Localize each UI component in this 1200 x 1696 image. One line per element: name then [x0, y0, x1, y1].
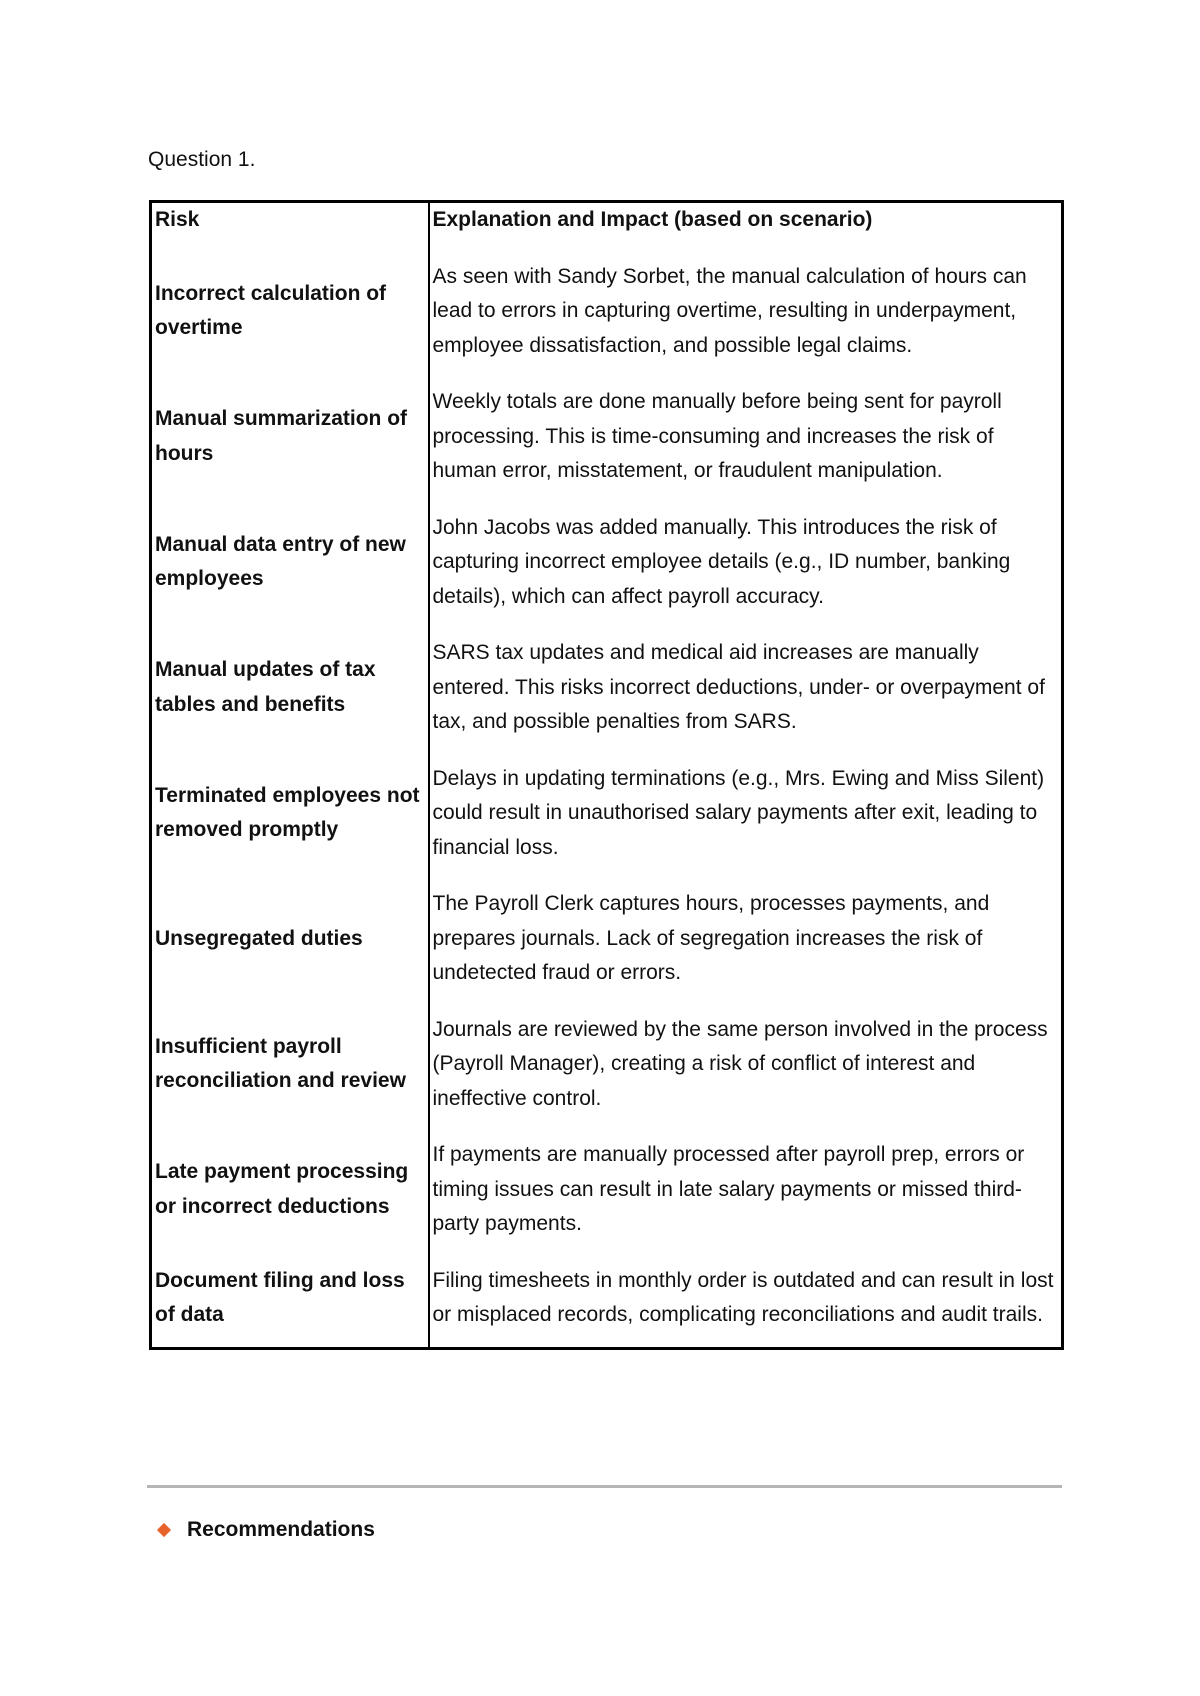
table-row	[151, 260, 1063, 386]
explanation-cell: Weekly totals are done manually before being sent for payroll processing. This is time-consuming and increases the risk of human error, misstatement, or fraudulent manipulation.	[429, 385, 1063, 511]
section-divider	[147, 1485, 1062, 1488]
table-header-row	[151, 202, 1063, 260]
explanation-cell: Delays in updating terminations (e.g., Mrs. Ewing and Miss Silent) could result in unauthorised salary payments after exit, leading to financial loss.	[429, 762, 1063, 888]
question-title: Question 1.	[148, 148, 256, 171]
table-row	[151, 385, 1063, 511]
explanation-cell: Filing timesheets in monthly order is outdated and can result in lost or misplaced records, complicating reconciliations and audit trails.	[429, 1264, 1063, 1349]
explanation-cell: The Payroll Clerk captures hours, processes payments, and prepares journals. Lack of segregation increases the risk of undetected fraud or errors.	[429, 887, 1063, 1013]
risk-cell: Late payment processing or incorrect deductions	[155, 1160, 409, 1218]
risk-cell: Incorrect calculation of overtime	[155, 281, 387, 340]
table-row	[151, 1013, 1063, 1139]
diamond-bullet-icon	[157, 1523, 171, 1537]
explanation-cell: Journals are reviewed by the same person involved in the process (Payroll Manager), creating a risk of conflict of interest and ineffective control.	[429, 1013, 1063, 1139]
risk-cell: Terminated employees not removed promptly	[155, 783, 420, 842]
recommendations-label: Recommendations	[187, 1518, 375, 1541]
recommendations-heading	[158, 1516, 375, 1544]
explanation-cell: SARS tax updates and medical aid increases are manually entered. This risks incorrect deductions, under- or overpayment of tax, and possible penalties from SARS.	[429, 636, 1063, 762]
risk-cell: Insufficient payroll reconciliation and review	[155, 1034, 406, 1093]
table-row	[151, 511, 1063, 637]
explanation-cell: John Jacobs was added manually. This introduces the risk of capturing incorrect employee details (e.g., ID number, banking details), which can affect payroll accuracy.	[429, 511, 1063, 637]
risk-table	[149, 200, 1064, 1350]
risk-cell: Manual data entry of new employees	[155, 532, 406, 591]
risk-cell: Manual summarization of hours	[155, 407, 408, 465]
risk-cell: Document filing and loss of data	[155, 1268, 405, 1326]
table-row	[151, 762, 1063, 888]
table-row	[151, 887, 1063, 1013]
risk-cell: Manual updates of tax tables and benefits	[155, 658, 376, 716]
explanation-cell: As seen with Sandy Sorbet, the manual calculation of hours can lead to errors in capturing overtime, resulting in underpayment, employee dissatisfaction, and possible legal claims.	[429, 260, 1063, 386]
table-row	[151, 636, 1063, 762]
explanation-cell: If payments are manually processed after payroll prep, errors or timing issues can result in late salary payments or missed third-party payments.	[429, 1138, 1063, 1264]
header-risk: Risk	[155, 208, 200, 231]
risk-cell: Unsegregated duties	[155, 926, 363, 950]
header-explanation: Explanation and Impact (based on scenario)	[429, 202, 1063, 260]
table-row	[151, 1264, 1063, 1349]
table-row	[151, 1138, 1063, 1264]
